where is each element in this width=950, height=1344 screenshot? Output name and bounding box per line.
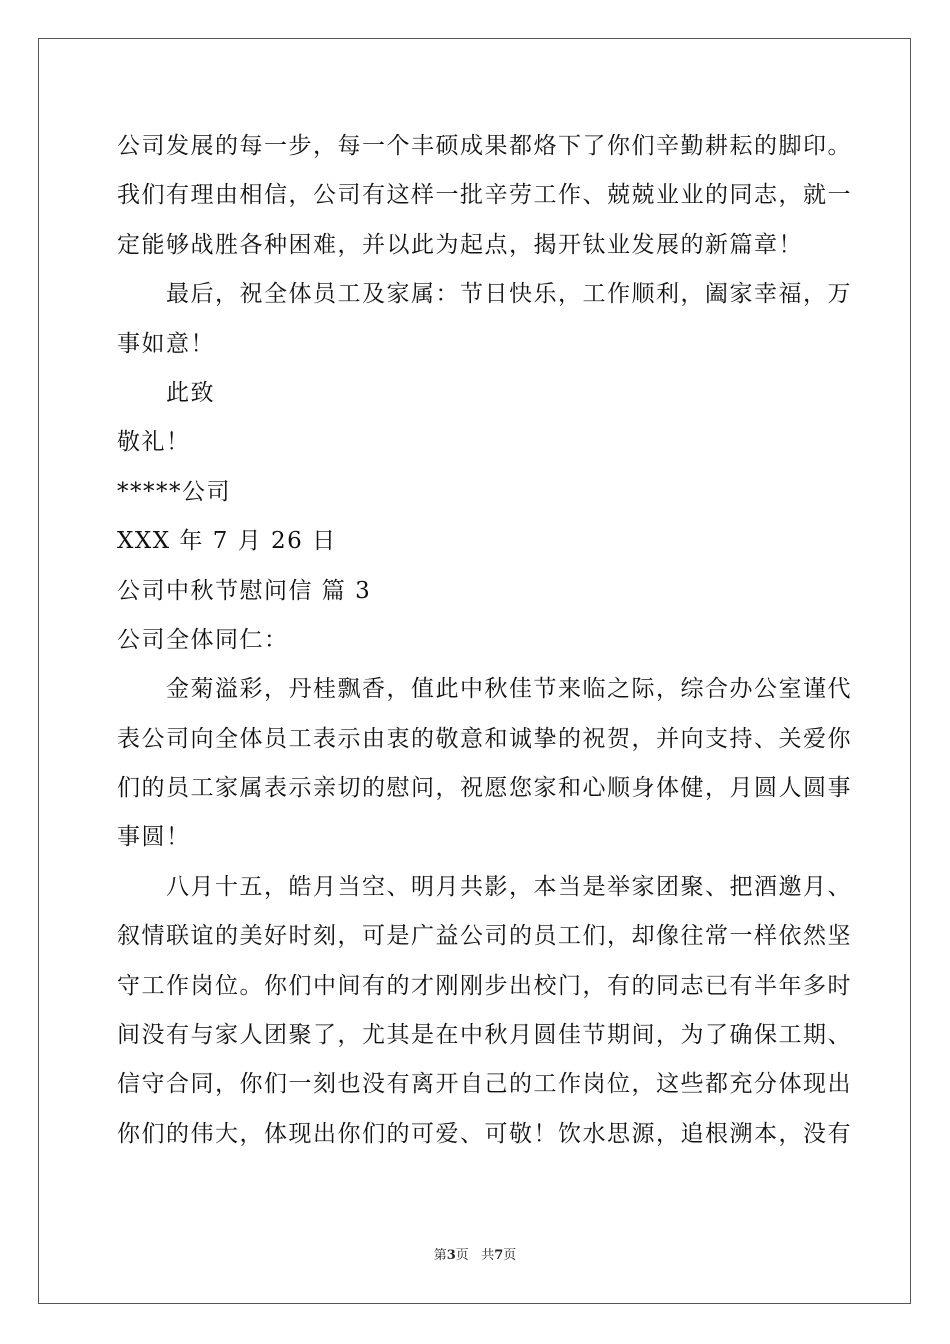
text-line: 你们的伟大，体现出你们的可爱、可敬！饮水思源，追根溯本，没有 [117, 1120, 852, 1147]
text-line: 八月十五，皓月当空、明月共影，本当是举家团聚、把酒邀月、 [117, 873, 852, 900]
text-line: 信守合同，你们一刻也没有离开自己的工作岗位，这些都充分体现出 [117, 1071, 852, 1098]
text-line: 公司发展的每一步，每一个丰硕成果都烙下了你们辛勤耕耘的脚印。 [117, 133, 852, 159]
total-pages: 7 [494, 1248, 504, 1263]
text-line: 最后，祝全体员工及家属：节日快乐，工作顺利，阖家幸福，万 [117, 281, 852, 308]
total-label-prefix: 共 [481, 1248, 495, 1263]
page-number: 3 [446, 1248, 456, 1263]
text-line: 事如意！ [117, 330, 215, 357]
text-line: 金菊溢彩，丹桂飘香，值此中秋佳节来临之际，综合办公室谨代 [117, 676, 852, 703]
text-line: 间没有与家人团聚了，尤其是在中秋月圆佳节期间，为了确保工期、 [117, 1022, 852, 1049]
text-line: 定能够战胜各种困难，并以此为起点，揭开钛业发展的新篇章！ [117, 231, 803, 258]
salutation-line: 此致 [117, 379, 215, 406]
salutation-line: 敬礼！ [117, 429, 191, 456]
page-label-prefix: 第 [433, 1248, 447, 1263]
greeting-line: 公司全体同仁： [117, 626, 289, 653]
text-line: 们的员工家属表示亲切的慰问，祝愿您家和心顺身体健，月圆人圆事 [117, 775, 852, 802]
text-line: 叙情联谊的美好时刻，可是广益公司的员工们，却像往常一样依然坚 [117, 923, 852, 950]
document-body [117, 122, 852, 1159]
text-line: 表公司向全体员工表示由衷的敬意和诚挚的祝贺，并向支持、关爱你 [117, 725, 852, 752]
signature-company: *****公司 [117, 478, 231, 505]
page-footer [0, 1244, 950, 1263]
page-label-suffix: 页 [455, 1248, 469, 1263]
text-line: 守工作岗位。你们中间有的才刚刚步出校门，有的同志已有半年多时 [117, 972, 852, 999]
total-label-suffix: 页 [503, 1248, 517, 1263]
text-line: 我们有理由相信，公司有这样一批辛劳工作、兢兢业业的同志，就一 [117, 182, 852, 209]
section-title: 公司中秋节慰问信 篇 3 [117, 577, 372, 604]
text-line: 事圆！ [117, 824, 191, 851]
signature-date: XXX 年 7 月 26 日 [117, 528, 337, 555]
